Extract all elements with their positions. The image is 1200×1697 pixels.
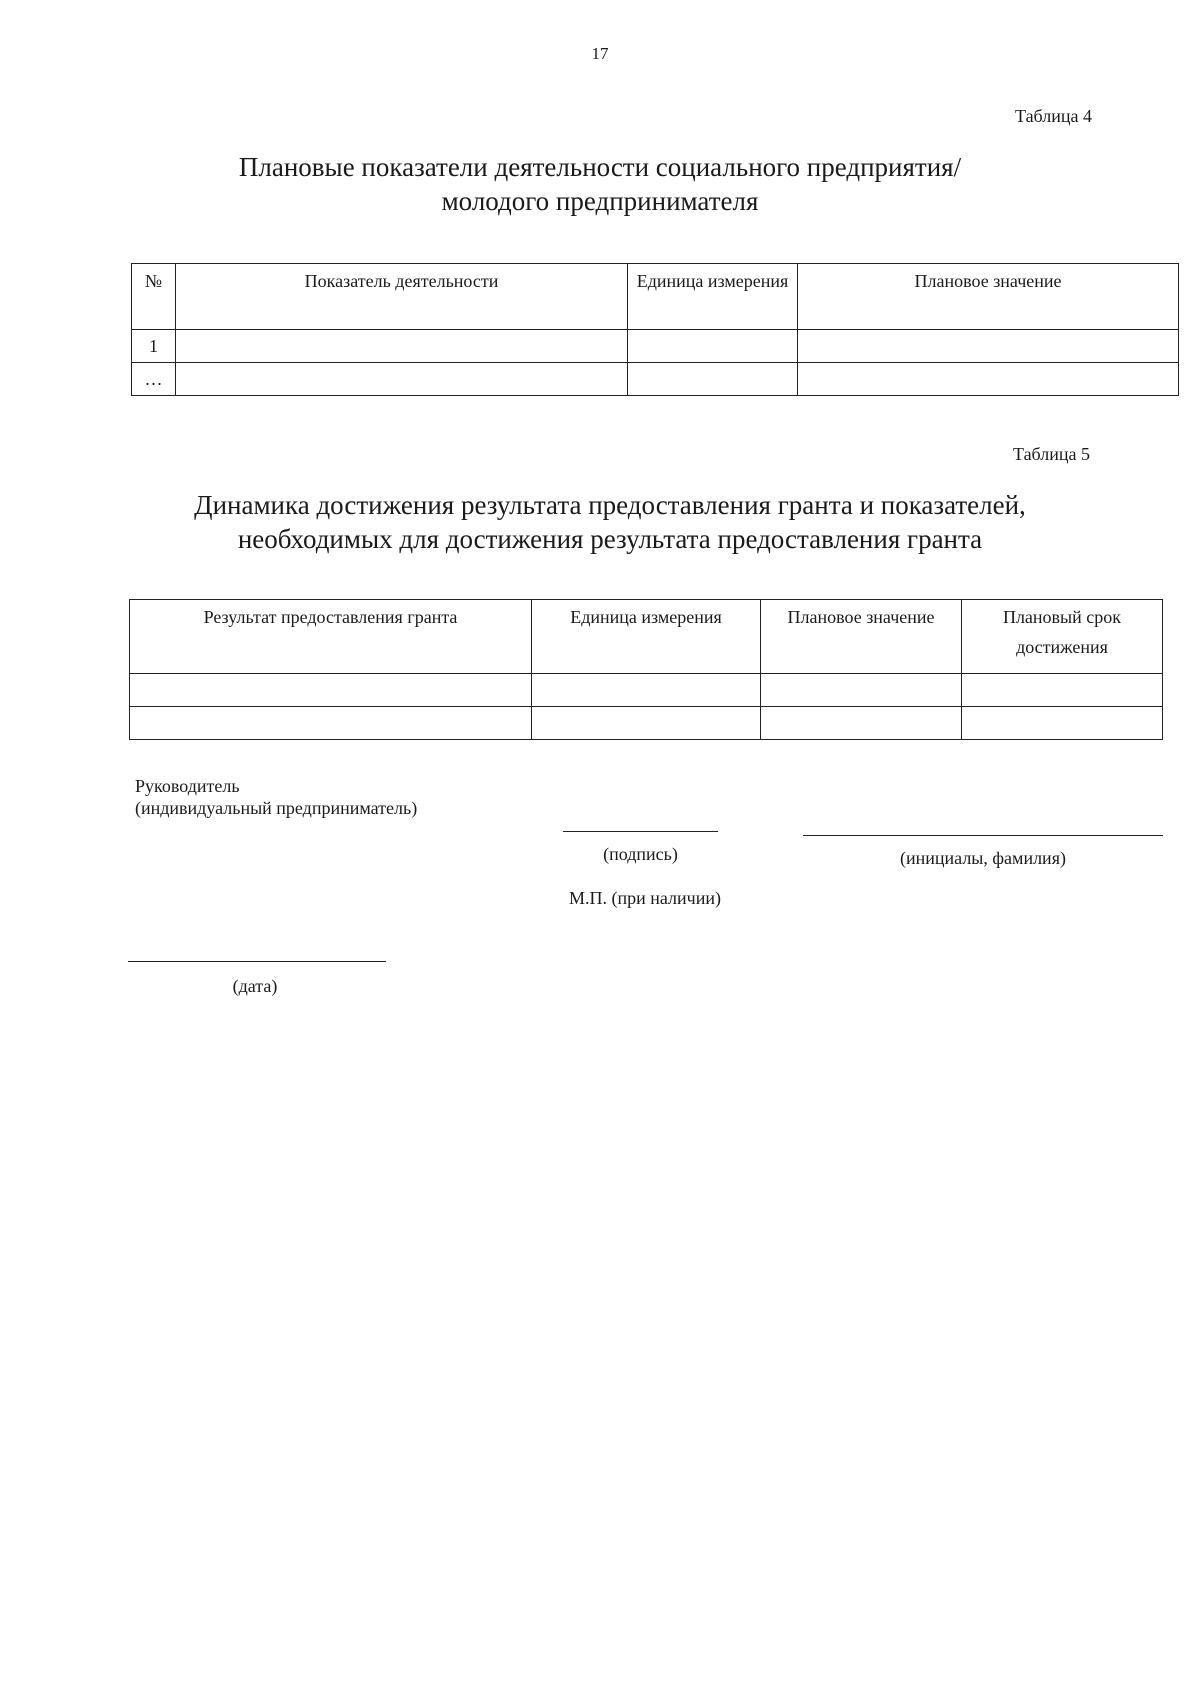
- table-5-cell: [761, 707, 962, 740]
- table-5-cell: [130, 674, 532, 707]
- table-4-cell: [176, 330, 628, 363]
- table-row: [132, 330, 1179, 363]
- table-4-cell: …: [132, 363, 176, 396]
- date-line: [128, 961, 386, 962]
- table-5-cell: [962, 674, 1163, 707]
- table-5-header-planned-value: Плановое значение: [761, 600, 962, 674]
- page-number: 17: [591, 44, 609, 63]
- table-4-title-line-2: молодого предпринимателя: [441, 186, 759, 216]
- table-row: [130, 707, 1163, 740]
- signature-caption: (подпись): [603, 844, 678, 864]
- table-5-cell: [532, 707, 761, 740]
- table-4-header-planned-value: Плановое значение: [798, 264, 1179, 330]
- table-row: [130, 674, 1163, 707]
- table-4-cell: [798, 330, 1179, 363]
- table-4-cell: 1: [132, 330, 176, 363]
- table-4: [131, 263, 1179, 396]
- stamp-caption: М.П. (при наличии): [569, 888, 721, 908]
- table-5-cell: [962, 707, 1163, 740]
- table-4-cell: [176, 363, 628, 396]
- table-4-title-line-1: Плановые показатели деятельности социального предприятия/: [238, 152, 962, 182]
- table-4-header-indicator: Показатель деятельности: [176, 264, 628, 330]
- table-4-header-row: [132, 264, 1179, 330]
- name-line: [803, 835, 1163, 836]
- table-4-cell: [798, 363, 1179, 396]
- table-row: [132, 363, 1179, 396]
- table-5-title-line-2: необходимых для достижения результата предоставления гранта: [237, 524, 983, 554]
- date-caption: (дата): [232, 976, 278, 996]
- table-5-header-planned-deadline: Плановый срок достижения: [962, 600, 1163, 674]
- table-5: [129, 599, 1163, 740]
- table-4-title: [0, 150, 1200, 218]
- table-4-label: Таблица 4: [1015, 106, 1092, 126]
- table-4-header-number: №: [132, 264, 176, 330]
- table-5-header-row: [130, 600, 1163, 674]
- table-5-title-line-1: Динамика достижения результата предоставления гранта и показателей,: [194, 490, 1026, 520]
- table-5-label: Таблица 5: [1013, 444, 1090, 464]
- table-5-title: [10, 488, 1200, 556]
- table-5-cell: [130, 707, 532, 740]
- table-5-header-unit: Единица измерения: [532, 600, 761, 674]
- name-caption: (инициалы, фамилия): [900, 848, 1066, 868]
- table-5-header-result: Результат предоставления гранта: [130, 600, 532, 674]
- table-5-cell: [532, 674, 761, 707]
- table-4-cell: [628, 330, 798, 363]
- table-4-header-unit: Единица измерения: [628, 264, 798, 330]
- signer-role-line-2: (индивидуальный предприниматель): [135, 798, 418, 818]
- table-5-cell: [761, 674, 962, 707]
- signer-role: [135, 775, 417, 819]
- signature-line: [563, 831, 718, 832]
- table-4-cell: [628, 363, 798, 396]
- signer-role-line-1: Руководитель: [135, 776, 240, 796]
